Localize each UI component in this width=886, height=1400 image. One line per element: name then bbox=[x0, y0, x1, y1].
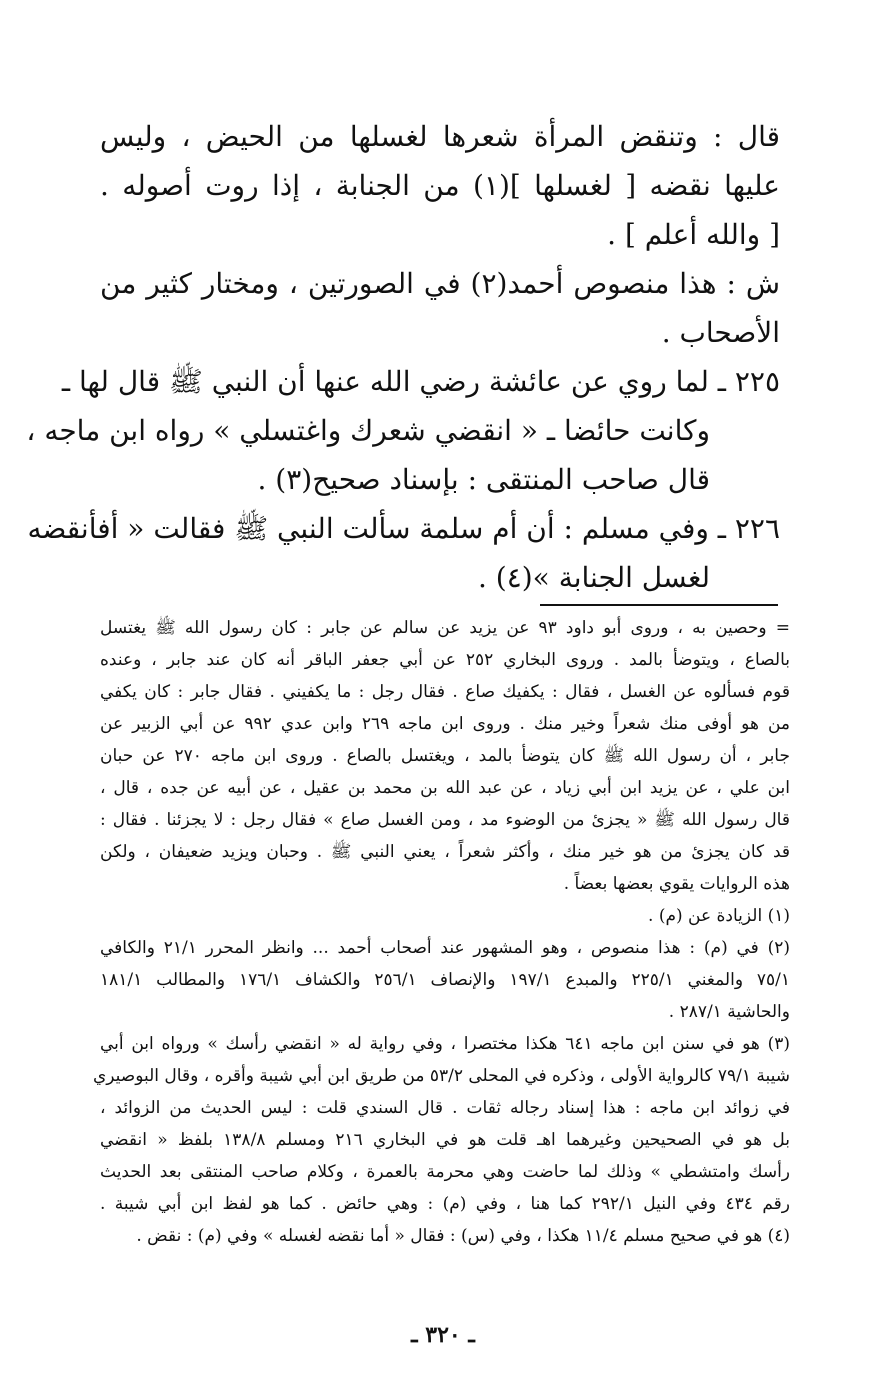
footnotes bbox=[92, 612, 791, 1252]
footnote-line: في زوائد ابن ماجه : هذا إسناد رجاله ثقات . قال السندي قلت : ليس الحديث من الزوائد ، bbox=[100, 1098, 790, 1118]
footnote-line: رقم ٤٣٤ وفي النيل ٢٩٢/١ كما هنا ، وفي (م) : وهي حائض . كما هو لفظ ابن أبي شيبة . bbox=[100, 1194, 790, 1214]
footnote-line: قوم فسألوه عن الغسل ، فقال : يكفيك صاع . فقال رجل : ما يكفيني . فقال جابر : كان يكفي bbox=[100, 682, 790, 702]
footnote-line: بل هو في الصحيحين وغيرهما اهـ قلت هو في البخاري ٢١٦ ومسلم ١٣٨/٨ بلفظ « انقضي bbox=[100, 1130, 790, 1150]
footnote-line: ٧٥/١ والمغني ٢٢٥/١ والمبدع ١٩٧/١ والإنصاف ٢٥٦/١ والكشاف ١٧٦/١ والمطالب ١٨١/١ bbox=[100, 970, 791, 990]
main-text-line: عليها نقضه [ لغسلها ](١) من الجنابة ، إذا روت أصوله . bbox=[100, 169, 781, 202]
footnote-line: ابن علي ، عن يزيد ابن أبي زياد ، عن عبد الله بن محمد بن عقيل ، عن أبيه عن جده ، قال ، bbox=[100, 778, 790, 798]
main-text-line: ش : هذا منصوص أحمد(٢) في الصورتين ، ومختار كثير من bbox=[100, 267, 780, 300]
main-text bbox=[26, 112, 781, 602]
main-text-line: الأصحاب . bbox=[661, 316, 780, 349]
main-text-line: ٢٢٥ ـ لما روي عن عائشة رضي الله عنها أن النبي ﷺ قال لها ـ bbox=[61, 365, 780, 398]
footnote-line: جابر ، أن رسول الله ﷺ كان يتوضأ بالمد ، ويغتسل بالصاع . وروى ابن ماجه ٢٧٠ عن حبان bbox=[100, 746, 790, 766]
footnote-line: والحاشية ٢٨٧/١ . bbox=[668, 1002, 790, 1022]
footnote-line: بالصاع ، ويتوضأ بالمد . وروى البخاري ٢٥٢ عن أبي جعفر الباقر أنه كان عند جابر ، وعنده bbox=[100, 650, 790, 670]
main-text-line: وكانت حائضا ـ « انقضي شعرك واغتسلي » رواه ابن ماجه ، bbox=[26, 414, 710, 447]
footnote-divider bbox=[540, 604, 778, 606]
footnote-line: (١) الزيادة عن (م) . bbox=[648, 906, 790, 926]
footnote-line: (٢) في (م) : هذا منصوص ، وهو المشهور عند أصحاب أحمد ... وانظر المحرر ٢١/١ والكافي bbox=[100, 938, 790, 958]
footnote-line: هذه الروايات يقوي بعضها بعضاً . bbox=[563, 874, 790, 894]
footnote-line: قد كان يجزئ من هو خير منك ، وأكثر شعراً ، يعني النبي ﷺ . وحبان ويزيد ضعيفان ، ولكن bbox=[100, 842, 790, 862]
footnote-line: قال رسول الله ﷺ « يجزئ من الوضوء مد ، ومن الغسل صاع » فقال رجل : لا يجزئنا . فقال : bbox=[100, 810, 790, 830]
footnote-line: رأسك وامتشطي » وذلك لما حاضت وهي محرمة بالعمرة ، وكلام صاحب المنتقى بعد الحديث bbox=[100, 1162, 790, 1182]
footnote-line: من هو أوفى منك شعراً وخير منك . وروى ابن ماجه ٢٦٩ وابن عدي ٩٩٢ عن أبي الزبير عن bbox=[100, 714, 790, 734]
footnote-line: = وحصين به ، وروى أبو داود ٩٣ عن يزيد عن سالم عن جابر : كان رسول الله ﷺ يغتسل bbox=[100, 618, 790, 638]
footnote-line: شيبة ٧٩/١ كالرواية الأولى ، وذكره في المحلى ٥٣/٢ من طريق ابن أبي شيبة وأقره ، وقال البوصيري bbox=[92, 1066, 790, 1086]
main-text-line: قال صاحب المنتقى : بإسناد صحيح(٣) . bbox=[257, 463, 710, 496]
main-text-line: ٢٢٦ ـ وفي مسلم : أن أم سلمة سألت النبي ﷺ فقالت « أفأنقضه bbox=[27, 512, 780, 545]
main-text-line: لغسل الجنابة »(٤) . bbox=[477, 561, 710, 594]
footnote-line: (٣) هو في سنن ابن ماجه ٦٤١ هكذا مختصرا ، وفي رواية له « انقضي رأسك » ورواه ابن أبي bbox=[100, 1034, 790, 1054]
main-text-line: [ والله أعلم ] . bbox=[607, 218, 780, 251]
main-text-line: قال : وتنقض المرأة شعرها لغسلها من الحيض ، وليس bbox=[100, 120, 780, 153]
page-number: ـ ٣٢٠ ـ bbox=[411, 1322, 475, 1348]
footnote-line: (٤) هو في صحيح مسلم ١١/٤ هكذا ، وفي (س) : فقال « أما نقضه لغسله » وفي (م) : نقض . bbox=[136, 1226, 790, 1246]
